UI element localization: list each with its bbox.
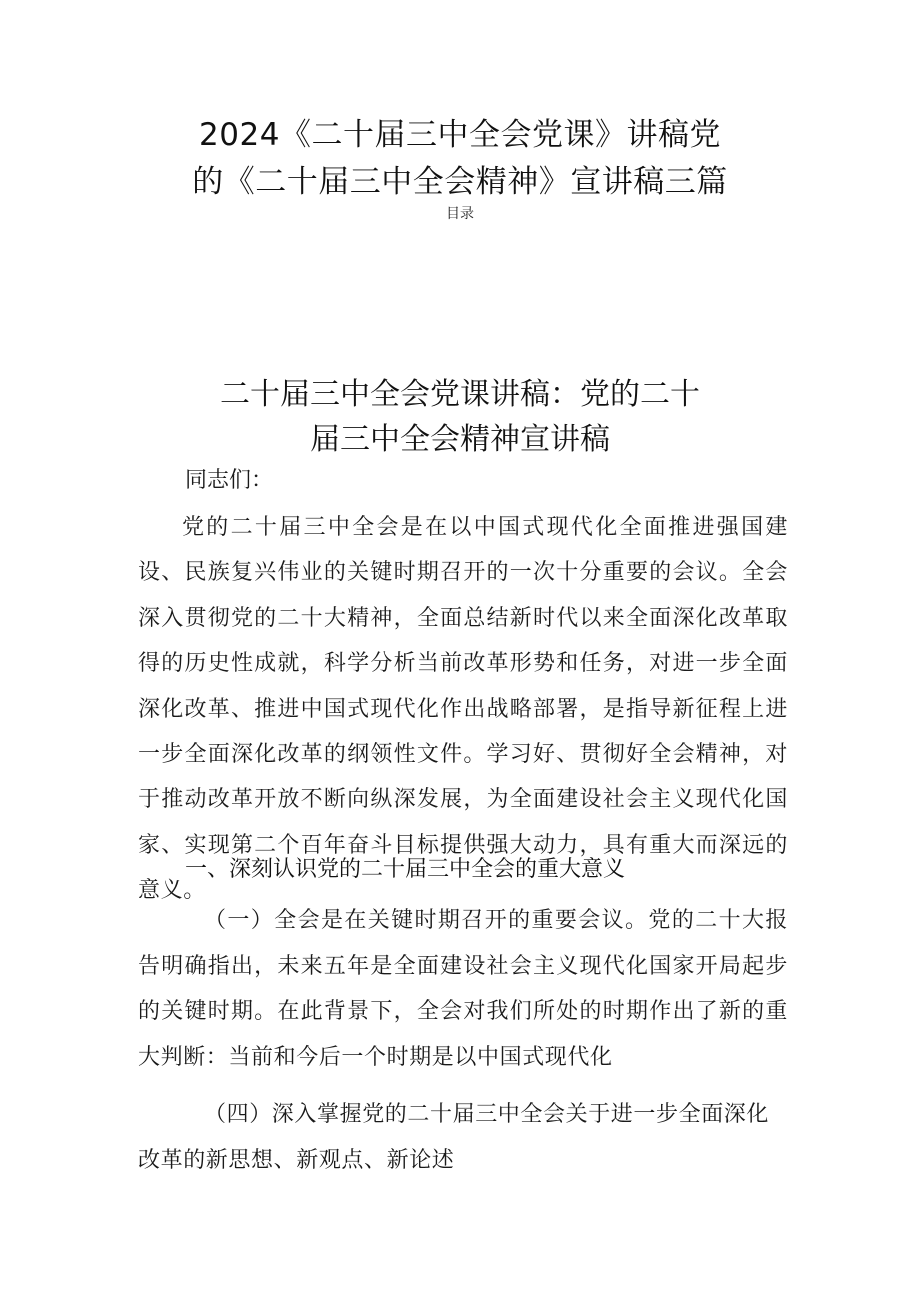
document-title-line-1: 2024《二十届三中全会党课》讲稿党 bbox=[199, 117, 721, 153]
document-title bbox=[0, 112, 920, 206]
table-of-contents-label: 目录 bbox=[446, 206, 474, 222]
salutation: 同志们： bbox=[185, 468, 274, 493]
document-title-line-2: 的《二十届三中全会精神》宣讲稿三篇 bbox=[192, 164, 728, 200]
section-title-line-2: 届三中全会精神宣讲稿 bbox=[310, 422, 610, 457]
paragraph-new-ideas: （四）深入掌握党的二十届三中全会关于进一步全面深化改革的新思想、新观点、新论述 bbox=[138, 1102, 770, 1173]
paragraph-key-period: （一）全会是在关键时期召开的重要会议。党的二十大报告明确指出，未来五年是全面建设社会主义现代化国家开局起步的关键时期。在此背景下，全会对我们所处的时期作出了新的重大判断：当前和今后一个时期是以中国式现代化 bbox=[138, 908, 788, 1070]
section-title bbox=[0, 372, 920, 462]
section-title-line-1: 二十届三中全会党课讲稿：党的二十 bbox=[220, 377, 700, 412]
heading-significance: 一、深刻认识党的二十届三中全会的重大意义 bbox=[185, 857, 626, 882]
intro-paragraph: 党的二十届三中全会是在以中国式现代化全面推进强国建设、民族复兴伟业的关键时期召开的一次十分重要的会议。全会深入贯彻党的二十大精神，全面总结新时代以来全面深化改革取得的历史性成就，科学分析当前改革形势和任务，对进一步全面深化改革、推进中国式现代化作出战略部署，是指导新征程上进一步全面深化改革的纲领性文件。学习好、贯彻好全会精神，对于推动改革开放不断向纵深发展，为全面建设社会主义现代化国家、实现第二个百年奋斗目标提供强大动力，具有重大而深远的意义。 bbox=[138, 515, 788, 904]
